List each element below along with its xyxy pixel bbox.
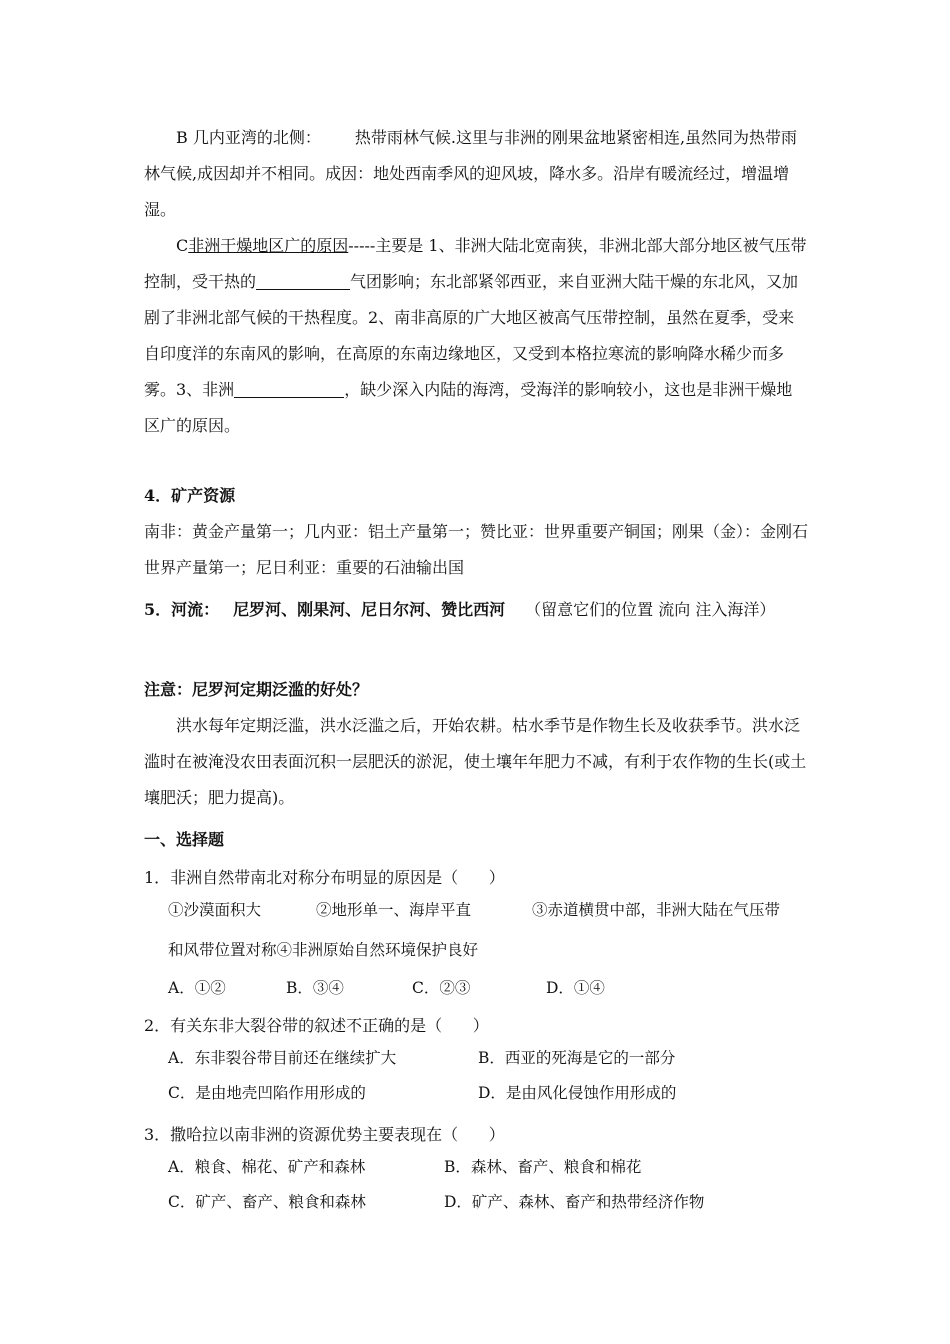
q2-option-d[interactable]: D．是由风化侵蚀作用形成的 xyxy=(478,1084,677,1102)
q1-option-a[interactable]: A．①② xyxy=(168,979,226,997)
q1-statement-1: ①沙漠面积大 xyxy=(168,901,262,919)
paragraph-c xyxy=(144,228,808,444)
fill-blank-2 xyxy=(234,381,344,398)
paragraph-b-lead: B 几内亚湾的北侧： xyxy=(176,128,321,147)
q3-option-d[interactable]: D．矿产、森林、畜产和热带经济作物 xyxy=(444,1193,705,1211)
q3-stem: 3．撒哈拉以南非洲的资源优势主要表现在（ ） xyxy=(144,1125,505,1144)
fill-blank-1 xyxy=(256,273,350,290)
q1-stem: 1．非洲自然带南北对称分布明显的原因是（ ） xyxy=(144,868,505,887)
paragraph-b-text: 热带雨林气候.这里与非洲的刚果盆地紧密相连,虽然同为热带雨林气候,成因却并不相同。成因：地处西南季风的迎风坡，降水多。沿岸有暖流经过，增温增湿。 xyxy=(144,128,798,219)
q1-option-d[interactable]: D．①④ xyxy=(546,979,605,997)
paragraph-c-text-1: -----主要是 1、非洲大陆北宽南狭，非洲北部大部分地区被气压带控制，受干热的 xyxy=(144,236,807,291)
river-names: 尼罗河、刚果河、尼日尔河、赞比西河 xyxy=(233,600,506,619)
paragraph-nile: 洪水每年定期泛滥，洪水泛滥之后，开始农耕。枯水季节是作物生长及收获季节。洪水泛滥时在被淹没农田表面沉积一层肥沃的淤泥，使土壤年年肥力不减，有利于农作物的生长(或土壤肥沃；肥力提高)。 xyxy=(144,716,807,807)
q3-option-c[interactable]: C．矿产、畜产、粮食和森林 xyxy=(168,1193,366,1211)
q3-option-a[interactable]: A．粮食、棉花、矿产和森林 xyxy=(168,1158,366,1176)
q1-option-b[interactable]: B．③④ xyxy=(286,979,344,997)
q1-statement-2: ②地形单一、海岸平直 xyxy=(316,901,472,919)
q2-option-c[interactable]: C．是由地壳凹陷作用形成的 xyxy=(168,1084,366,1102)
q1-statement-3: ③赤道横贯中部，非洲大陆在气压带 xyxy=(532,901,781,919)
paragraph-c-text-3: ，缺少深入内陆的海湾，受海洋的影响较小，这也是非洲干燥地区广的原因。 xyxy=(144,380,793,435)
paragraph-b xyxy=(144,120,808,228)
heading-rivers: 5．河流： xyxy=(144,600,220,619)
q1-statement-4: 和风带位置对称④非洲原始自然环境保护良好 xyxy=(168,941,479,959)
q2-option-b[interactable]: B．西亚的死海是它的一部分 xyxy=(478,1049,676,1067)
paragraph-c-prefix: C xyxy=(176,236,189,255)
q2-stem: 2．有关东非大裂谷带的叙述不正确的是（ ） xyxy=(144,1016,489,1035)
paragraph-c-text-2: 气团影响；东北部紧邻西亚，来自亚洲大陆干燥的东北风，又加剧了非洲北部气候的干热程度。2、南非高原的广大地区被高气压带控制，虽然在夏季，受来自印度洋的东南风的影响，在高原的东南边缘地区，又受到本格拉寒流的影响降水稀少而多雾。3、非洲 xyxy=(144,272,799,399)
paragraph-minerals: 南非：黄金产量第一；几内亚：铝土产量第一；赞比亚：世界重要产铜国；刚果（金）：金刚石世界产量第一；尼日利亚：重要的石油输出国 xyxy=(144,522,809,577)
paragraph-c-title: 非洲干燥地区广的原因 xyxy=(188,236,349,255)
paragraph-rivers xyxy=(144,592,808,628)
heading-nile: 注意：尼罗河定期泛滥的好处？ xyxy=(144,680,369,699)
q3-option-b[interactable]: B．森林、畜产、粮食和棉花 xyxy=(444,1158,642,1176)
heading-quiz: 一、选择题 xyxy=(144,830,225,849)
q2-option-a[interactable]: A．东非裂谷带目前还在继续扩大 xyxy=(168,1049,397,1067)
river-note: （留意它们的位置 流向 注入海洋） xyxy=(525,600,776,619)
heading-minerals: 4．矿产资源 xyxy=(144,486,236,505)
q1-option-c[interactable]: C．②③ xyxy=(412,979,471,997)
